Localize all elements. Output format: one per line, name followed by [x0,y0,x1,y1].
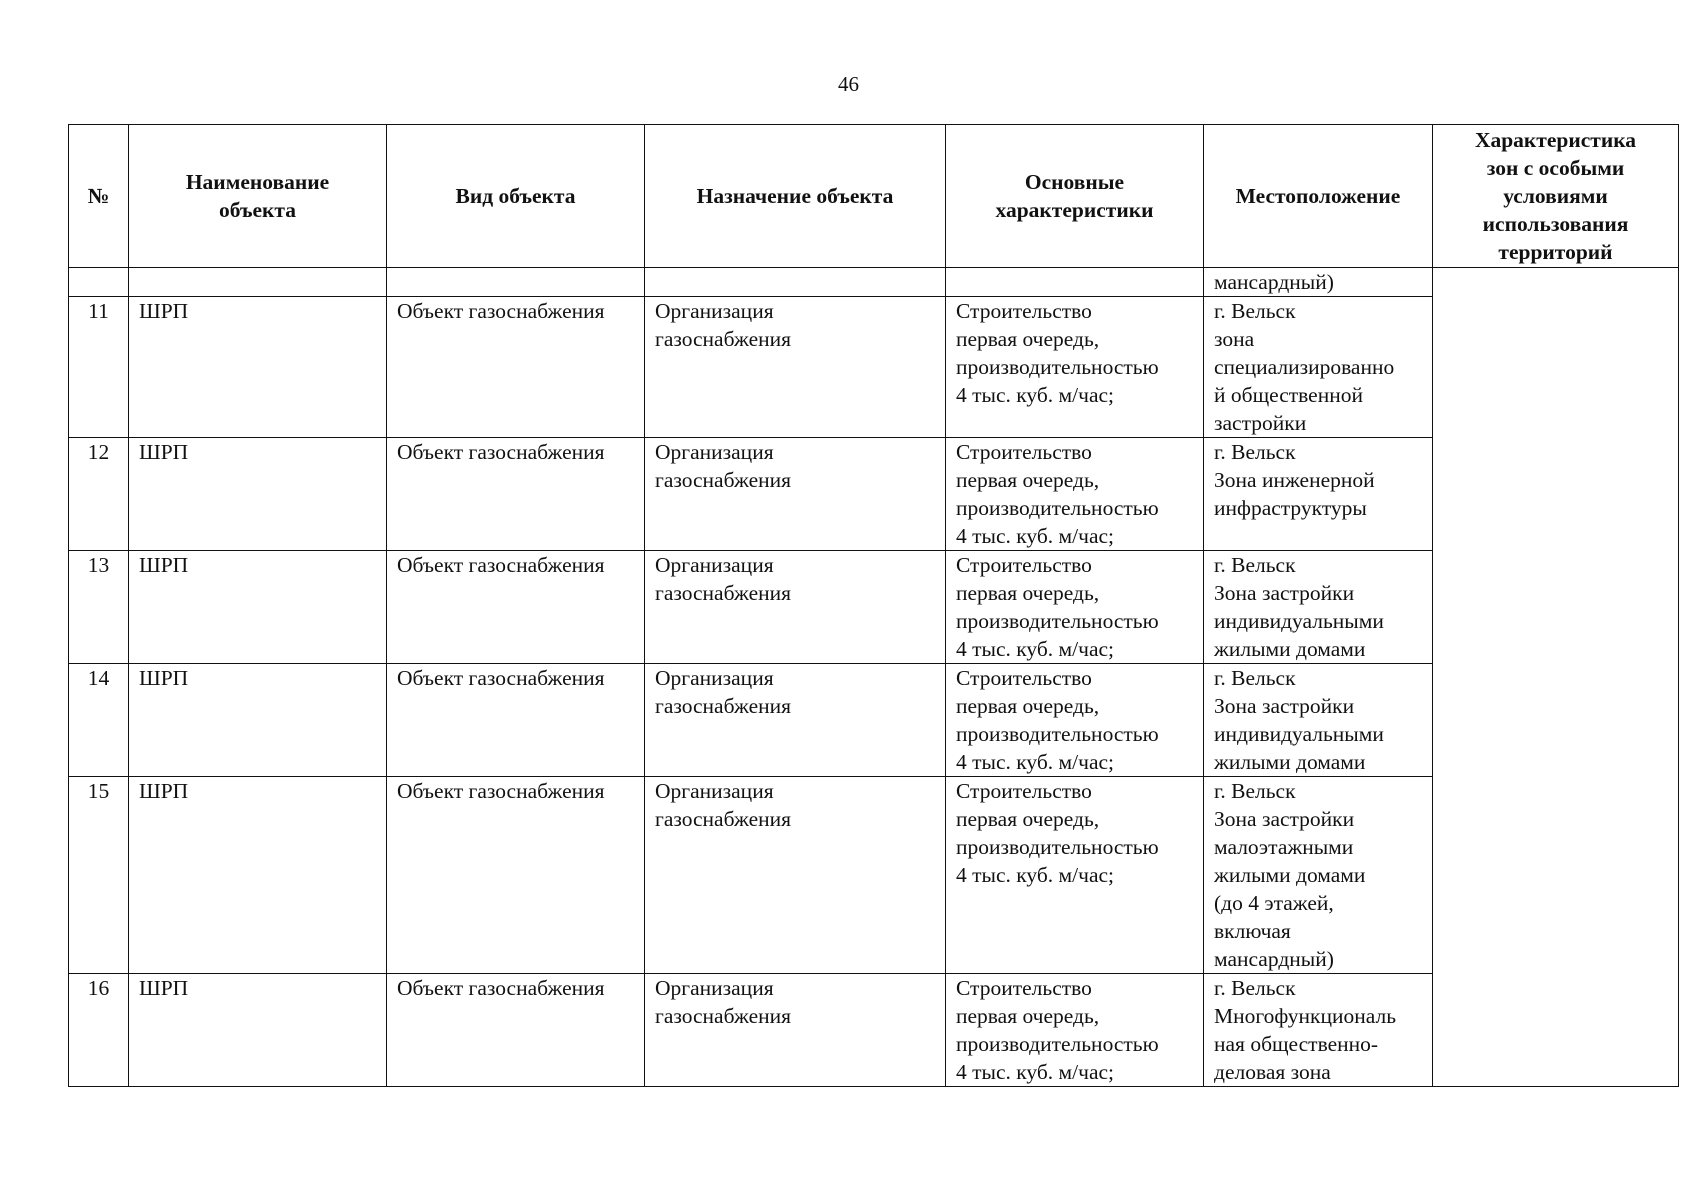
object-name-cell: ШРП [129,974,387,1087]
characteristics-cell: Строительство первая очередь, производительностью 4 тыс. куб. м/час; [946,297,1204,438]
header-object-purpose: Назначение объекта [645,125,946,268]
object-type-cell: Объект газоснабжения [387,777,645,974]
characteristics-cell: Строительство первая очередь, производительностью 4 тыс. куб. м/час; [946,438,1204,551]
objects-table [68,124,1679,1087]
header-number: № [69,125,129,268]
continuation-num-cell [69,268,129,297]
header-object-type: Вид объекта [387,125,645,268]
table-header-row [69,125,1679,268]
location-cell: г. Вельск Зона инженерной инфраструктуры [1204,438,1433,551]
location-cell: г. Вельск Зона застройки малоэтажными жилыми домами (до 4 этажей, включая мансардный) [1204,777,1433,974]
object-name-cell: ШРП [129,297,387,438]
location-cell: г. Вельск Зона застройки индивидуальными жилыми домами [1204,664,1433,777]
object-purpose-cell: Организация газоснабжения [645,777,946,974]
characteristics-cell: Строительство первая очередь, производительностью 4 тыс. куб. м/час; [946,664,1204,777]
continuation-purpose-cell [645,268,946,297]
row-number-cell: 13 [69,551,129,664]
object-type-cell: Объект газоснабжения [387,664,645,777]
object-type-cell: Объект газоснабжения [387,297,645,438]
object-purpose-cell: Организация газоснабжения [645,974,946,1087]
object-name-cell: ШРП [129,777,387,974]
location-cell: г. Вельск Зона застройки индивидуальными жилыми домами [1204,551,1433,664]
continuation-location-cell: мансардный) [1204,268,1433,297]
zones-merged-cell [1433,268,1679,1087]
continuation-characteristics-cell [946,268,1204,297]
object-name-cell: ШРП [129,664,387,777]
object-type-cell: Объект газоснабжения [387,974,645,1087]
object-name-cell: ШРП [129,551,387,664]
object-purpose-cell: Организация газоснабжения [645,297,946,438]
header-main-characteristics: Основные характеристики [946,125,1204,268]
continuation-row [69,268,1679,297]
object-purpose-cell: Организация газоснабжения [645,664,946,777]
page-number: 46 [838,72,859,96]
row-number-cell: 11 [69,297,129,438]
header-location: Местоположение [1204,125,1433,268]
location-cell: г. Вельск зона специализированно й общественной застройки [1204,297,1433,438]
header-zone-characteristics: Характеристика зон с особыми условиями использования территорий [1433,125,1679,268]
row-number-cell: 12 [69,438,129,551]
continuation-type-cell [387,268,645,297]
location-cell: г. Вельск Многофункциональ ная общественно- деловая зона [1204,974,1433,1087]
characteristics-cell: Строительство первая очередь, производительностью 4 тыс. куб. м/час; [946,974,1204,1087]
object-type-cell: Объект газоснабжения [387,551,645,664]
row-number-cell: 16 [69,974,129,1087]
characteristics-cell: Строительство первая очередь, производительностью 4 тыс. куб. м/час; [946,777,1204,974]
object-name-cell: ШРП [129,438,387,551]
object-purpose-cell: Организация газоснабжения [645,438,946,551]
header-object-name: Наименование объекта [129,125,387,268]
continuation-name-cell [129,268,387,297]
object-purpose-cell: Организация газоснабжения [645,551,946,664]
row-number-cell: 14 [69,664,129,777]
characteristics-cell: Строительство первая очередь, производительностью 4 тыс. куб. м/час; [946,551,1204,664]
object-type-cell: Объект газоснабжения [387,438,645,551]
row-number-cell: 15 [69,777,129,974]
